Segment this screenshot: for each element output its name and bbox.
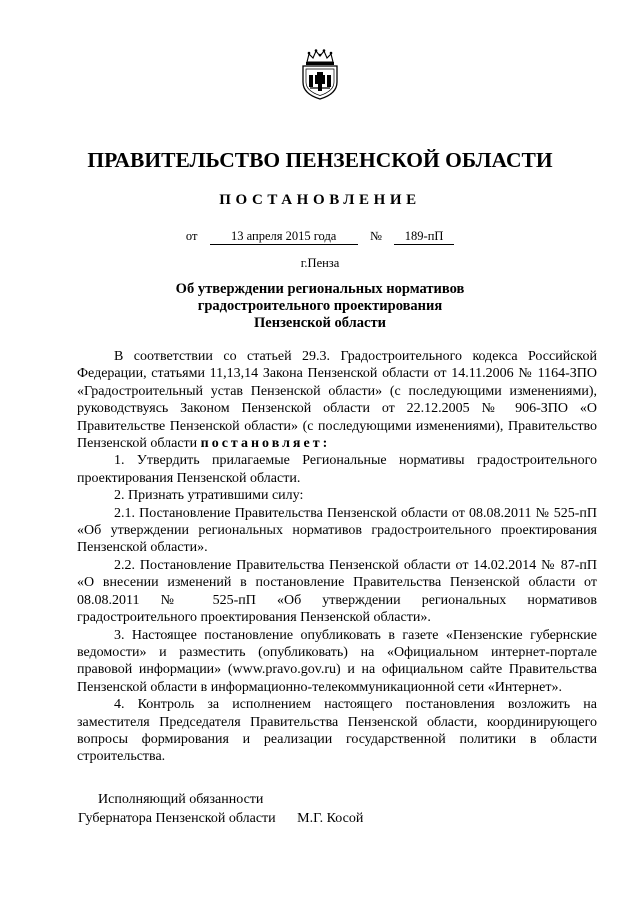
document-date: 13 апреля 2015 года [210, 229, 358, 245]
document-number: 189-пП [394, 229, 454, 245]
item-2-1: 2.1. Постановление Правительства Пензенской области от 08.08.2011 № 525-пП «Об утверждении региональных нормативов градостроительного проектирования Пензенской области». [77, 505, 597, 556]
government-name: ПРАВИТЕЛЬСТВО ПЕНЗЕНСКОЙ ОБЛАСТИ [87, 148, 553, 172]
city-name: г.Пенза [300, 256, 340, 270]
number-sign: № [369, 229, 382, 243]
item-2: 2. Признать утратившими силу: [114, 488, 304, 504]
document-title [0, 281, 640, 332]
item-2-2: 2.2. Постановление Правительства Пензенской области от 14.02.2014 № 87-пП «О внесении изменений в постановление Правительства Пензенской области от 08.08.2011 № 525-пП «Об утверждении региональных нормативов градостроительного проектирования Пензенской области». [77, 557, 597, 626]
title-line: Об утверждении региональных нормативов [175, 281, 465, 297]
document-body [77, 348, 597, 766]
title-line: Пензенской области [254, 315, 386, 331]
signature-block [78, 790, 558, 828]
item-3: 3. Настоящее постановление опубликовать в газете «Пензенские губернские ведомости» и разместить (опубликовать) на «Официальном интернет-портале правовой информации» (www.pravo.gov.ru) и на официальном сайте Правительства Пензенской области в информационно-телекоммуникационной сети «Интернет». [77, 627, 597, 695]
item-4: 4. Контроль за исполнением настоящего постановления возложить на заместителя Председателя Правительства Пензенской области, координирующего вопросы формирования и реализации государственной политики в области строительства. [77, 697, 597, 765]
item-1: 1. Утвердить прилагаемые Региональные нормативы градостроительного проектирования Пензенской области. [77, 453, 597, 486]
date-prefix: от [185, 229, 198, 243]
title-line: градостроительного проектирования [197, 298, 443, 314]
preamble-paragraph [77, 348, 597, 452]
signatory-name: М.Г. Косой [297, 811, 364, 826]
signatory-position-line1: Исполняющий обязанности [98, 792, 264, 807]
document-type: ПОСТАНОВЛЕНИЕ [219, 192, 421, 208]
date-number-line [0, 229, 640, 245]
signatory-position-line2: Губернатора Пензенской области [78, 811, 276, 826]
resolves-word: постановляет: [200, 436, 331, 452]
coat-of-arms-icon [299, 48, 341, 100]
preamble-text: В соответствии со статьей 29.3. Градостроительного кодекса Российской Федерации, статьями 11,13,14 Закона Пензенской области от 14.11.2006 № 1164-ЗПО «Градостроительный устав Пензенской области» (с последующими изменениями), руководствуясь Законом Пензенской области от 22.12.2005 № 906-ЗПО «О Правительстве Пензенской области» (с последующими изменениями), Правительство Пензенской области [77, 349, 597, 452]
